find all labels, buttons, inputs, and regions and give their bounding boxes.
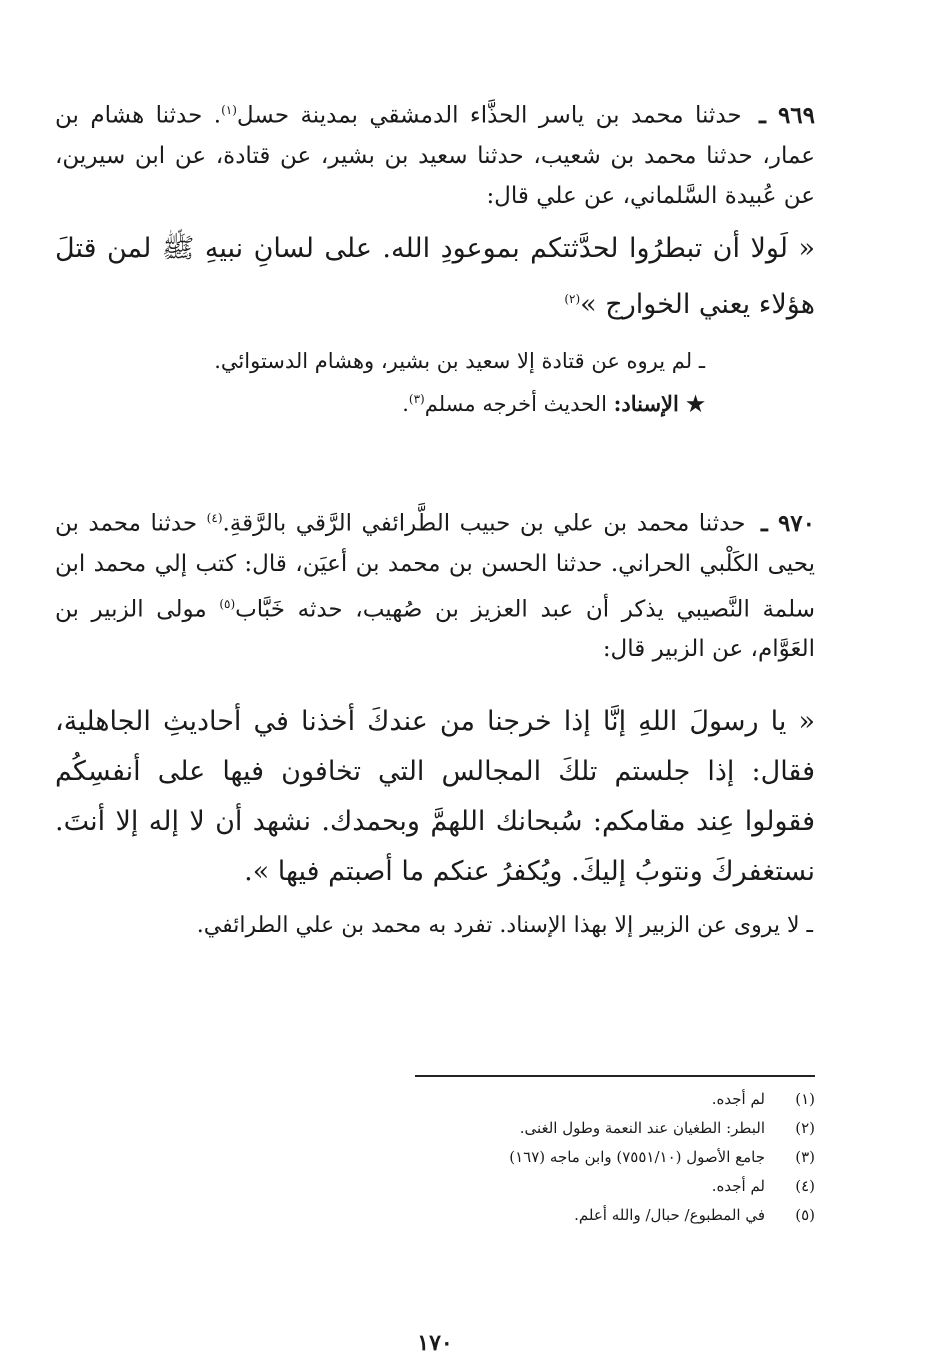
isnad-ruling: الحديث أخرجه مسلم	[424, 391, 607, 416]
footnote-2	[55, 1114, 815, 1143]
hadith-969-note: ـ لم يروه عن قتادة إلا سعيد بن بشير، وهشام الدستوائي.	[214, 348, 705, 373]
hadith-969	[55, 90, 815, 423]
footnotes-section	[55, 1075, 815, 1230]
isnad-text: حدثنا محمد بن ياسر الحذَّاء الدمشقي بمدينة حسل	[236, 102, 742, 129]
page-number: ١٧٠	[417, 1330, 453, 1356]
footnote-ref: (٤)	[206, 511, 223, 525]
hadith-970-isnad	[55, 498, 815, 669]
footnote-number: (٤)	[795, 1177, 815, 1195]
footnote-ref: (٣)	[408, 391, 425, 406]
hadith-number: ٩٦٩ ـ	[759, 101, 815, 129]
footnote-number: (٣)	[795, 1148, 815, 1166]
isnad-text-cont: . حدثنا هشام بن عمار، حدثنا محمد بن شعيب، حدثنا سعيد بن بشير، عن قتادة، عن ابن سيرين، عن عُبيدة السَّلماني، عن علي قال:	[55, 102, 815, 209]
footnote-text: لم أجده.	[711, 1177, 765, 1195]
footnote-ref: (٢)	[564, 291, 581, 306]
isnad-text: حدثنا محمد بن علي بن حبيب الطَّرائفي الرَّقي بالرَّقةِ.	[222, 510, 746, 537]
hadith-970-matn: « يا رسولَ اللهِ إنَّا إذا خرجنا من عندكَ أخذنا في أحاديثِ الجاهلية، فقال: إذا جلستم تلكَ المجالس التي تخافون فيها على أنفسِكُم فقولوا عِند مقامكم: سُبحانك اللهمَّ وبحمدك. نشهد أن لا إله إلا أنتَ. نستغفركَ ونتوبُ إليكَ. ويُكفرُ عنكم ما أصبتم فيها ».	[55, 706, 815, 888]
footnote-text: في المطبوع/ حبال/ والله أعلم.	[574, 1206, 765, 1224]
footnote-4	[55, 1172, 815, 1201]
footnote-number: (٢)	[795, 1119, 815, 1137]
footnote-3	[55, 1143, 815, 1172]
footnote-number: (٥)	[795, 1206, 815, 1224]
hadith-969-ruling	[55, 380, 815, 423]
footnote-ref: (١)	[221, 103, 237, 117]
isnad-text-cont: حدثنا محمد بن يحيى الكَلْبي الحراني. حدثنا الحسن بن محمد بن أعيَن، قال: كتب إلي محمد ابن سلمة النَّصيبي يذكر أن عبد العزيز بن صُهيب، حدثه خَبَّاب	[55, 510, 815, 623]
footnote-text: جامع الأصول (٧٥٥١/١٠) وابن ماجه (١٦٧)	[509, 1148, 765, 1166]
footnote-divider	[415, 1075, 815, 1077]
hadith-970-note: ـ لا يروى عن الزبير إلا بهذا الإسناد. تفرد به محمد بن علي الطرائفي.	[196, 913, 813, 939]
footnote-ref: (٥)	[219, 596, 236, 611]
hadith-969-isnad	[55, 90, 815, 216]
footnote-5	[55, 1201, 815, 1230]
footnote-text: لم أجده.	[711, 1090, 765, 1108]
matn-text: « لَولا أن تبطرُوا لحدَّثتكم بموعودِ الله. على لسانِ نبيهِ ﷺ لمن قتلَ هؤلاء يعني الخوارج »	[55, 232, 815, 320]
hadith-970	[55, 498, 815, 945]
isnad-text-end: مولى الزبير بن العَوَّام، عن الزبير قال:	[55, 596, 815, 663]
hadith-969-matn	[55, 224, 815, 330]
footnote-1	[55, 1085, 815, 1114]
end-mark: .	[402, 391, 409, 416]
footnote-text: البطر: الطغيان عند النعمة وطول الغنى.	[519, 1119, 765, 1137]
isnad-label: ★ الإسناد:	[613, 390, 705, 416]
footnote-number: (١)	[795, 1090, 815, 1108]
hadith-number: ٩٧٠ ـ	[760, 509, 815, 537]
